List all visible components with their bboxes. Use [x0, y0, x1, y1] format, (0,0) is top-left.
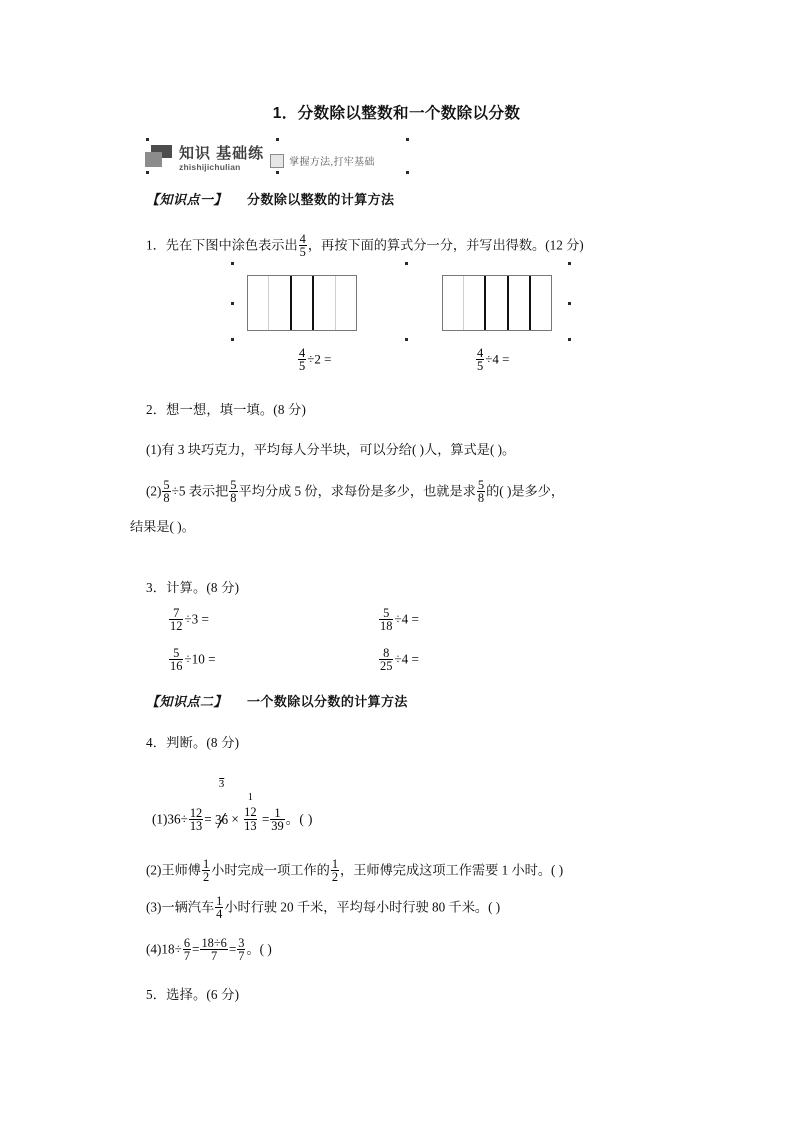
strip-cell[interactable]: [269, 276, 291, 330]
banner-text-group: [179, 146, 264, 171]
banner-pinyin-label: zhishijichulian: [179, 161, 241, 172]
q2-item2-frac1: $\frac{5}{8}$: [163, 477, 170, 506]
knowledge-point-2: [146, 692, 408, 712]
q3-item2-expr: ÷4 =: [394, 611, 419, 627]
strip-left-expr: ÷2 =: [307, 351, 332, 367]
strip-left-label: [297, 346, 331, 372]
question-4-item-1: [152, 777, 313, 834]
strip-right-label: [475, 346, 509, 372]
section-banner: [144, 137, 375, 171]
question-4-item-4: [146, 936, 272, 962]
question-4-item-3: [146, 894, 500, 920]
question-2-item-1: (1)有 3 块巧克力，平均每人分半块，可以分给( )人，算式是( )。: [146, 442, 516, 457]
knowledge-point-1-tag: 【知识点一】: [146, 192, 228, 207]
crop-dot: [568, 262, 571, 265]
crop-dot: [146, 171, 149, 174]
knowledge-point-1: [146, 190, 394, 210]
crop-dot: [276, 171, 279, 174]
q4-item1-frac-c: $\frac{1}{39}$: [271, 805, 284, 834]
q4-item4-frac2: $\frac{18\div 6}{7}$: [201, 935, 227, 964]
question-3-item-3: [168, 646, 216, 672]
strip-left[interactable]: [247, 275, 357, 331]
q1-prefix: 1．先在下图中涂色表示出: [146, 237, 298, 253]
q4-item3-a: (3)一辆汽车: [146, 899, 215, 915]
page-title: 1．分数除以整数和一个数除以分数: [272, 105, 521, 122]
strip-right-fraction: $\frac{4}{5}$: [477, 345, 484, 374]
checkbox-icon: [270, 154, 284, 168]
q4-item1-cancelled-36: [214, 777, 229, 828]
q4-item4-c: =: [228, 941, 237, 957]
q2-item2-d: 的( )是多少，: [486, 483, 565, 499]
question-2-item-2: [146, 478, 564, 504]
q4-item4-frac1: $\frac{6}{7}$: [183, 935, 191, 964]
q4-item1-lead: (1)36÷: [152, 811, 188, 827]
q4-item4-frac3: $\frac{3}{7}$: [238, 935, 245, 964]
banner-subtitle-group: [270, 153, 374, 168]
strip-cell[interactable]: [292, 276, 314, 330]
q4-item2-b: 小时完成一项工作的: [211, 862, 330, 878]
gray-blocks-logo-icon: [144, 143, 174, 169]
q4-item1-frac-b-cancel-result: 1: [247, 792, 253, 803]
q4-item1-cancel-result: 3: [218, 777, 225, 790]
question-5-title: 5．选择。(6 分): [146, 987, 240, 1002]
strip-cell[interactable]: [443, 276, 464, 330]
crop-dot: [406, 171, 409, 174]
banner-subtitle: 掌握方法,打牢基础: [289, 157, 375, 168]
q4-item3-frac1: $\frac{1}{4}$: [216, 893, 223, 922]
crop-dot: [146, 138, 149, 141]
question-4-item-2: [146, 857, 563, 883]
q1-suffix: ，再按下面的算式分一分，并写出得数。(12 分): [307, 237, 584, 253]
question-3-item-4: [378, 646, 419, 672]
q4-item1-eq1: =: [204, 811, 212, 827]
crop-dot: [276, 138, 279, 141]
q3-item2-fraction: $\frac{5}{18}$: [380, 605, 393, 634]
q4-item1-cancel-base: 36: [214, 811, 229, 827]
crop-dot: [405, 262, 408, 265]
question-2-title: 2．想一想，填一填。(8 分): [146, 402, 307, 417]
q3-item3-expr: ÷10 =: [184, 651, 216, 667]
q4-item1-frac-a: $\frac{12}{13}$: [189, 805, 203, 834]
strip-cell[interactable]: [248, 276, 269, 330]
strip-left-fraction: $\frac{4}{5}$: [299, 345, 306, 374]
q4-item1-eq2: =: [261, 811, 270, 827]
q4-item2-c: ，王师傅完成这项工作需要 1 小时。( ): [340, 862, 564, 878]
question-3-item-2: [378, 606, 419, 632]
strip-cell[interactable]: [531, 276, 551, 330]
strip-right[interactable]: [442, 275, 552, 331]
q3-item4-expr: ÷4 =: [394, 651, 419, 667]
question-2-item-2-line2: 结果是( )。: [130, 519, 195, 534]
banner-chinese-label: 知识 基础练: [179, 144, 265, 162]
q2-item2-frac2: $\frac{5}{8}$: [230, 477, 237, 506]
q4-item4-d: 。( ): [246, 941, 272, 957]
q2-item2-a: (2): [146, 483, 162, 499]
q4-item3-b: 小时行驶 20 千米，平均每小时行驶 80 千米。( ): [224, 899, 501, 915]
crop-dot: [231, 302, 234, 305]
q4-item2-a: (2)王师傅: [146, 862, 201, 878]
crop-dot: [568, 338, 571, 341]
question-3-title: 3．计算。(8 分): [146, 580, 240, 595]
q3-item3-fraction: $\frac{5}{16}$: [170, 645, 183, 674]
q4-item4-a: (4)18÷: [146, 941, 182, 957]
q4-item2-frac1: $\frac{1}{2}$: [202, 856, 210, 885]
q4-item1-frac-b: 1 12 13: [244, 792, 257, 833]
crop-dot: [406, 138, 409, 141]
question-1-text: [146, 232, 584, 258]
q3-item4-fraction: $\frac{8}{25}$: [380, 645, 393, 674]
strip-cell[interactable]: [509, 276, 531, 330]
q4-item4-b: =: [192, 941, 200, 957]
q4-item1-answer-blank[interactable]: 。( ): [285, 811, 313, 827]
strip-cell[interactable]: [464, 276, 486, 330]
crop-dot: [405, 338, 408, 341]
q2-item2-b: ÷5 表示把: [171, 483, 229, 499]
q3-item1-fraction: $\frac{7}{12}$: [170, 605, 183, 634]
q2-item2-c: 平均分成 5 份，求每份是多少，也就是求: [238, 483, 476, 499]
q4-item2-frac2: $\frac{1}{2}$: [331, 856, 339, 885]
question-4-title: 4．判断。(8 分): [146, 735, 240, 750]
strip-right-expr: ÷4 =: [485, 351, 510, 367]
crop-dot: [568, 302, 571, 305]
question-3-item-1: [168, 606, 209, 632]
q2-item2-frac3: $\frac{5}{8}$: [477, 477, 485, 506]
q1-fraction: $\frac{4}{5}$: [299, 231, 306, 260]
strip-cell[interactable]: [336, 276, 356, 330]
crop-dot: [231, 262, 234, 265]
q3-item1-expr: ÷3 =: [184, 611, 209, 627]
knowledge-point-1-heading: 分数除以整数的计算方法: [247, 192, 395, 207]
knowledge-point-2-tag: 【知识点二】: [146, 694, 228, 709]
knowledge-point-2-heading: 一个数除以分数的计算方法: [247, 694, 408, 709]
q4-item1-times: ×: [231, 811, 239, 827]
strip-cell[interactable]: [314, 276, 335, 330]
strip-cell[interactable]: [486, 276, 508, 330]
crop-dot: [231, 338, 234, 341]
